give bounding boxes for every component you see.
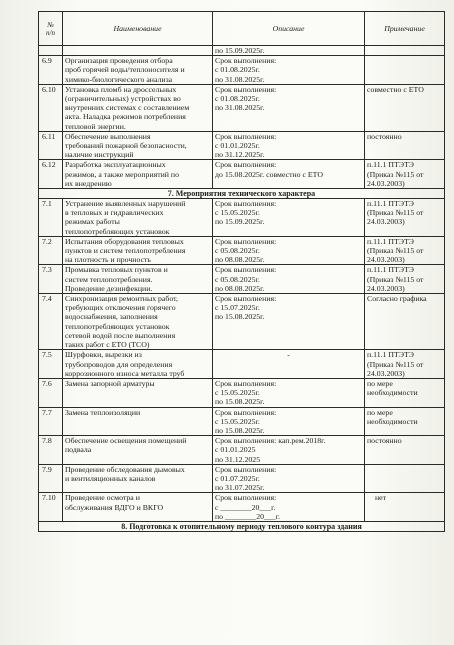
row-note: постоянно [365,436,445,465]
table-row [39,131,445,160]
row-desc: Срок выполнения: до 15.08.2025г. совместно с ЕТО [213,160,365,189]
row-num: 7.2 [39,236,63,265]
row-name: Устранение выявленных нарушений в тепловых и гидравлических режимах работы теплопотребляющих установок [63,199,213,237]
row-num: 7.1 [39,199,63,237]
section-heading: 7. Мероприятия технического характера [39,189,445,199]
section-heading-row [39,521,445,531]
row-desc: Срок выполнения: с 01.01.2025г. по 31.12.2025г. [213,131,365,160]
row-name: Промывка тепловых пунктов и систем теплопотребления. Проведение дезинфекции. [63,265,213,294]
row-note: п.11.1 ПТЭТЭ (Приказ №115 от 24.03.2003) [365,350,445,379]
table-row [39,350,445,379]
row-desc: Срок выполнения: с ________20___г. по ________20___г. [213,493,365,522]
row-note: по мере необходимости [365,407,445,436]
row-desc: Срок выполнения: с 01.08.2025г. по 31.08.2025г. [213,84,365,131]
row-name: Обеспечение выполнения требований пожарной безопасности, наличие инструкций [63,131,213,160]
row-note: нет [365,493,445,522]
table-row [39,378,445,407]
table-header-row [39,12,445,46]
row-name: Установка пломб на дроссельных (ограничительных) устройствах во внутренних системах с составлением акта. Наладка режимов потребления тепловой энергии. [63,84,213,131]
row-name: Шурфовки, вырезки из трубопроводов для определения коррозионного износа металла труб [63,350,213,379]
row-desc: Срок выполнения: с 15.05.2025г. по 15.08.2025г. [213,378,365,407]
row-num [39,46,63,56]
row-name: Проведение обследования дымовых и вентиляционных каналов [63,464,213,493]
row-desc: Срок выполнения: с 01.08.2025г. по 31.08.2025г. [213,56,365,85]
row-note: постоянно [365,131,445,160]
row-name [63,46,213,56]
row-note: по мере необходимости [365,378,445,407]
row-desc: по 15.09.2025г. [213,46,365,56]
row-num: 7.6 [39,378,63,407]
row-num: 7.5 [39,350,63,379]
row-note [365,56,445,85]
table-row [39,407,445,436]
row-desc: - [213,350,365,379]
row-num: 7.4 [39,294,63,350]
row-desc: Срок выполнения: с 05.08.2025г. по 08.08.2025г. [213,236,365,265]
row-note: п.11.1 ПТЭТЭ (Приказ №115 от 24.03.2003) [365,199,445,237]
header-note: Примечание [365,12,445,46]
row-desc: Срок выполнения: с 15.05.2025г. по 15.09.2025г. [213,199,365,237]
row-name: Синхронизация ремонтных работ, требующих отключения горячего водоснабжения, заполнения теплопотребляющих установок сетевой водой после выполнения таких работ с ЕТО (ТСО) [63,294,213,350]
row-num: 7.9 [39,464,63,493]
table-row [39,46,445,56]
section-heading-row [39,189,445,199]
header-num: № п/п [39,12,63,46]
row-name: Замена запорной арматуры [63,378,213,407]
row-num: 7.3 [39,265,63,294]
table-row [39,464,445,493]
row-note [365,46,445,56]
row-num: 6.12 [39,160,63,189]
row-name: Замена теплоизоляции [63,407,213,436]
table-row [39,265,445,294]
row-desc: Срок выполнения: с 01.07.2025г. по 31.07.2025г. [213,464,365,493]
header-name: Наименование [63,12,213,46]
row-note: совместно с ЕТО [365,84,445,131]
row-num: 6.10 [39,84,63,131]
row-name: Организация проведения отбора проб горячей воды/теплоносителя и химико-биологического анализа [63,56,213,85]
row-note: п.11.1 ПТЭТЭ (Приказ №115 от 24.03.2003) [365,265,445,294]
header-description: Описание [213,12,365,46]
table-row [39,199,445,237]
row-desc: Срок выполнения: кап.рем.2018г. с 01.01.2025 по 31.12.2025 [213,436,365,465]
table-row [39,493,445,522]
table-row [39,436,445,465]
table-row [39,56,445,85]
row-desc: Срок выполнения: с 15.07.2025г. по 15.08.2025г. [213,294,365,350]
table-row [39,236,445,265]
row-num: 6.11 [39,131,63,160]
row-note: п.11.1 ПТЭТЭ (Приказ №115 от 24.03.2003) [365,236,445,265]
table-row [39,294,445,350]
row-name: Обеспечение освещения помещений подвала [63,436,213,465]
row-num: 7.10 [39,493,63,522]
row-num: 7.8 [39,436,63,465]
row-desc: Срок выполнения: с 15.05.2025г. по 15.08.2025г. [213,407,365,436]
table-row [39,84,445,131]
table-row [39,160,445,189]
row-note [365,464,445,493]
row-note: Согласно графика [365,294,445,350]
row-num: 6.9 [39,56,63,85]
row-name: Испытания оборудования тепловых пунктов и систем теплопотребления на плотность и прочность [63,236,213,265]
section-heading: 8. Подготовка к отопительному периоду теплового контура здания [39,521,445,531]
row-name: Проведение осмотра и обслуживания ВДГО и ВКГО [63,493,213,522]
row-note: п.11.1 ПТЭТЭ (Приказ №115 от 24.03.2003) [365,160,445,189]
row-name: Разработка эксплуатационных режимов, а также мероприятий по их внедрению [63,160,213,189]
row-desc: Срок выполнения: с 05.08.2025г. по 08.08.2025г. [213,265,365,294]
plan-table [38,11,445,532]
row-num: 7.7 [39,407,63,436]
